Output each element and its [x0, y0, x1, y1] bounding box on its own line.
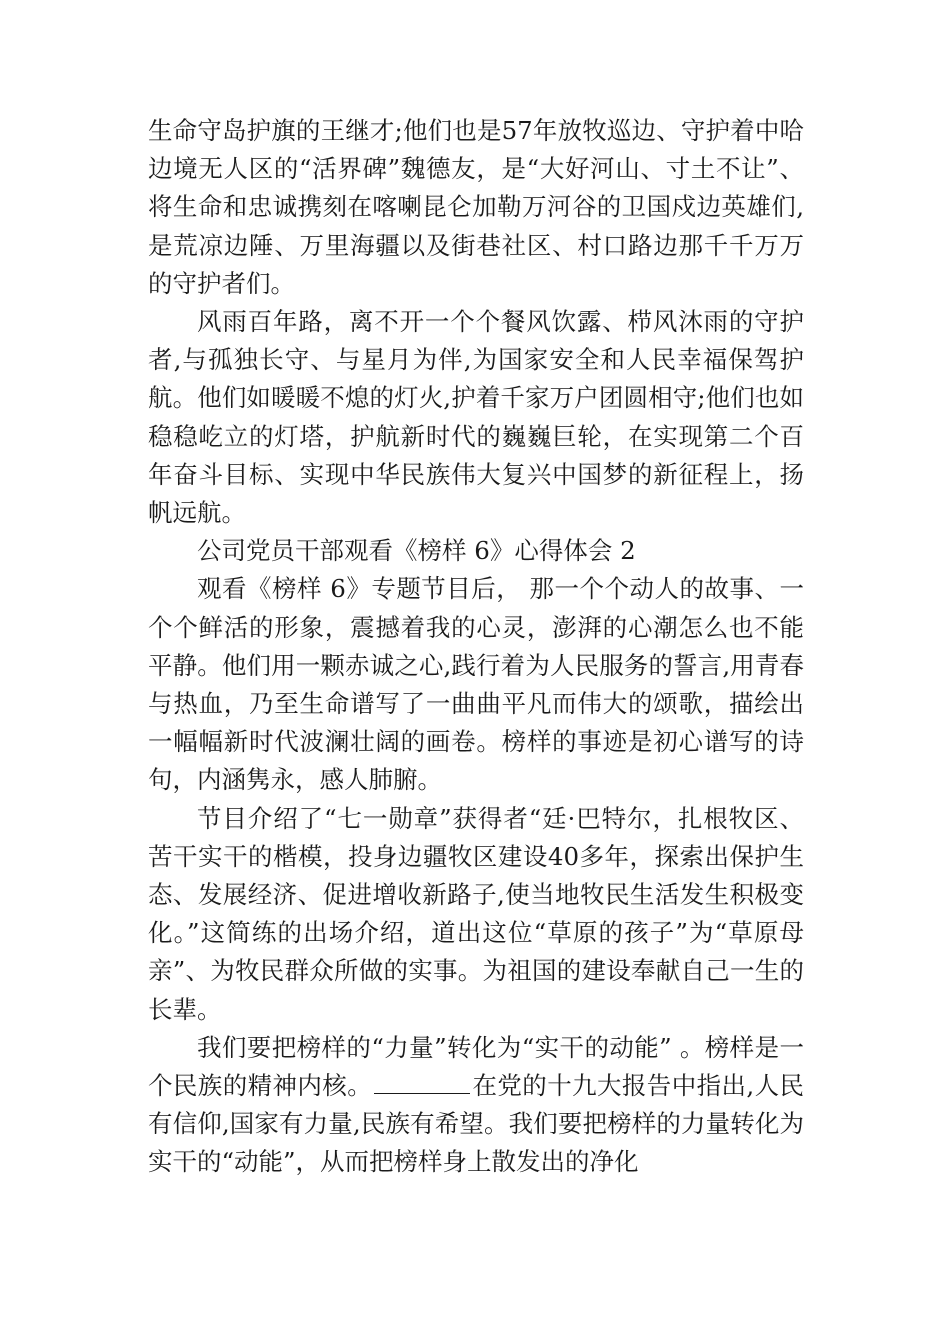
fill-in-blank-line — [374, 1067, 470, 1094]
paragraph-5-text-before: 我们要把榜样的“力量”转化为“实干的动能” 。榜样是一个民族的精神内核。 — [148, 1032, 804, 1101]
document-body — [148, 112, 804, 1182]
paragraph-1: 生命守岛护旗的王继才;他们也是57年放牧巡边、守护着中哈边境无人区的“活界碑”魏德友，是“大好河山、寸土不让”、将生命和忠诚携刻在喀喇昆仑加勒万河谷的卫国戍边英雄们,是荒凉边陲、万里海疆以及街巷社区、村口路边那千千万万的守护者们。 — [148, 116, 804, 298]
paragraph-2: 风雨百年路，离不开一个个餐风饮露、栉风沐雨的守护者,与孤独长守、与星月为伴,为国家安全和人民幸福保驾护航。他们如暖暖不熄的灯火,护着千家万户团圆相守;他们也如稳稳屹立的灯塔，护航新时代的巍巍巨轮，在实现第二个百年奋斗目标、实现中华民族伟大复兴中国梦的新征程上，扬帆远航。 — [148, 307, 804, 528]
paragraph-3: 观看《榜样 6》专题节目后， 那一个个动人的故事、一个个鲜活的形象，震撼着我的心灵，澎湃的心潮怎么也不能平静。他们用一颗赤诚之心,践行着为人民服务的誓言,用青春与热血，乃至生命谱写了一曲曲平凡而伟大的颂歌，描绘出一幅幅新时代波澜壮阔的画卷。榜样的事迹是初心谱写的诗句，内涵隽永，感人肺腑。 — [148, 574, 804, 795]
paragraph-5 — [148, 1029, 804, 1182]
paragraph-4: 节目介绍了“七一勋章”获得者“廷·巴特尔，扎根牧区、苦干实干的楷模，投身边疆牧区建设40多年，探索出保护生态、发展经济、促进增收新路子,使当地牧民生活发生积极变化。”这简练的出场介绍，道出这位“草原的孩子”为“草原母亲”、为牧民群众所做的实事。为祖国的建设奉献自己一生的长辈。 — [148, 803, 804, 1024]
section-heading: 公司党员干部观看《榜样 6》心得体会 2 — [197, 536, 636, 566]
paragraph-5-text-after: 在党的十九大报告中指出,人民有信仰,国家有力量,民族有希望。我们要把榜样的力量转化为实干的“动能”，从而把榜样身上散发出的净化 — [148, 1071, 804, 1177]
